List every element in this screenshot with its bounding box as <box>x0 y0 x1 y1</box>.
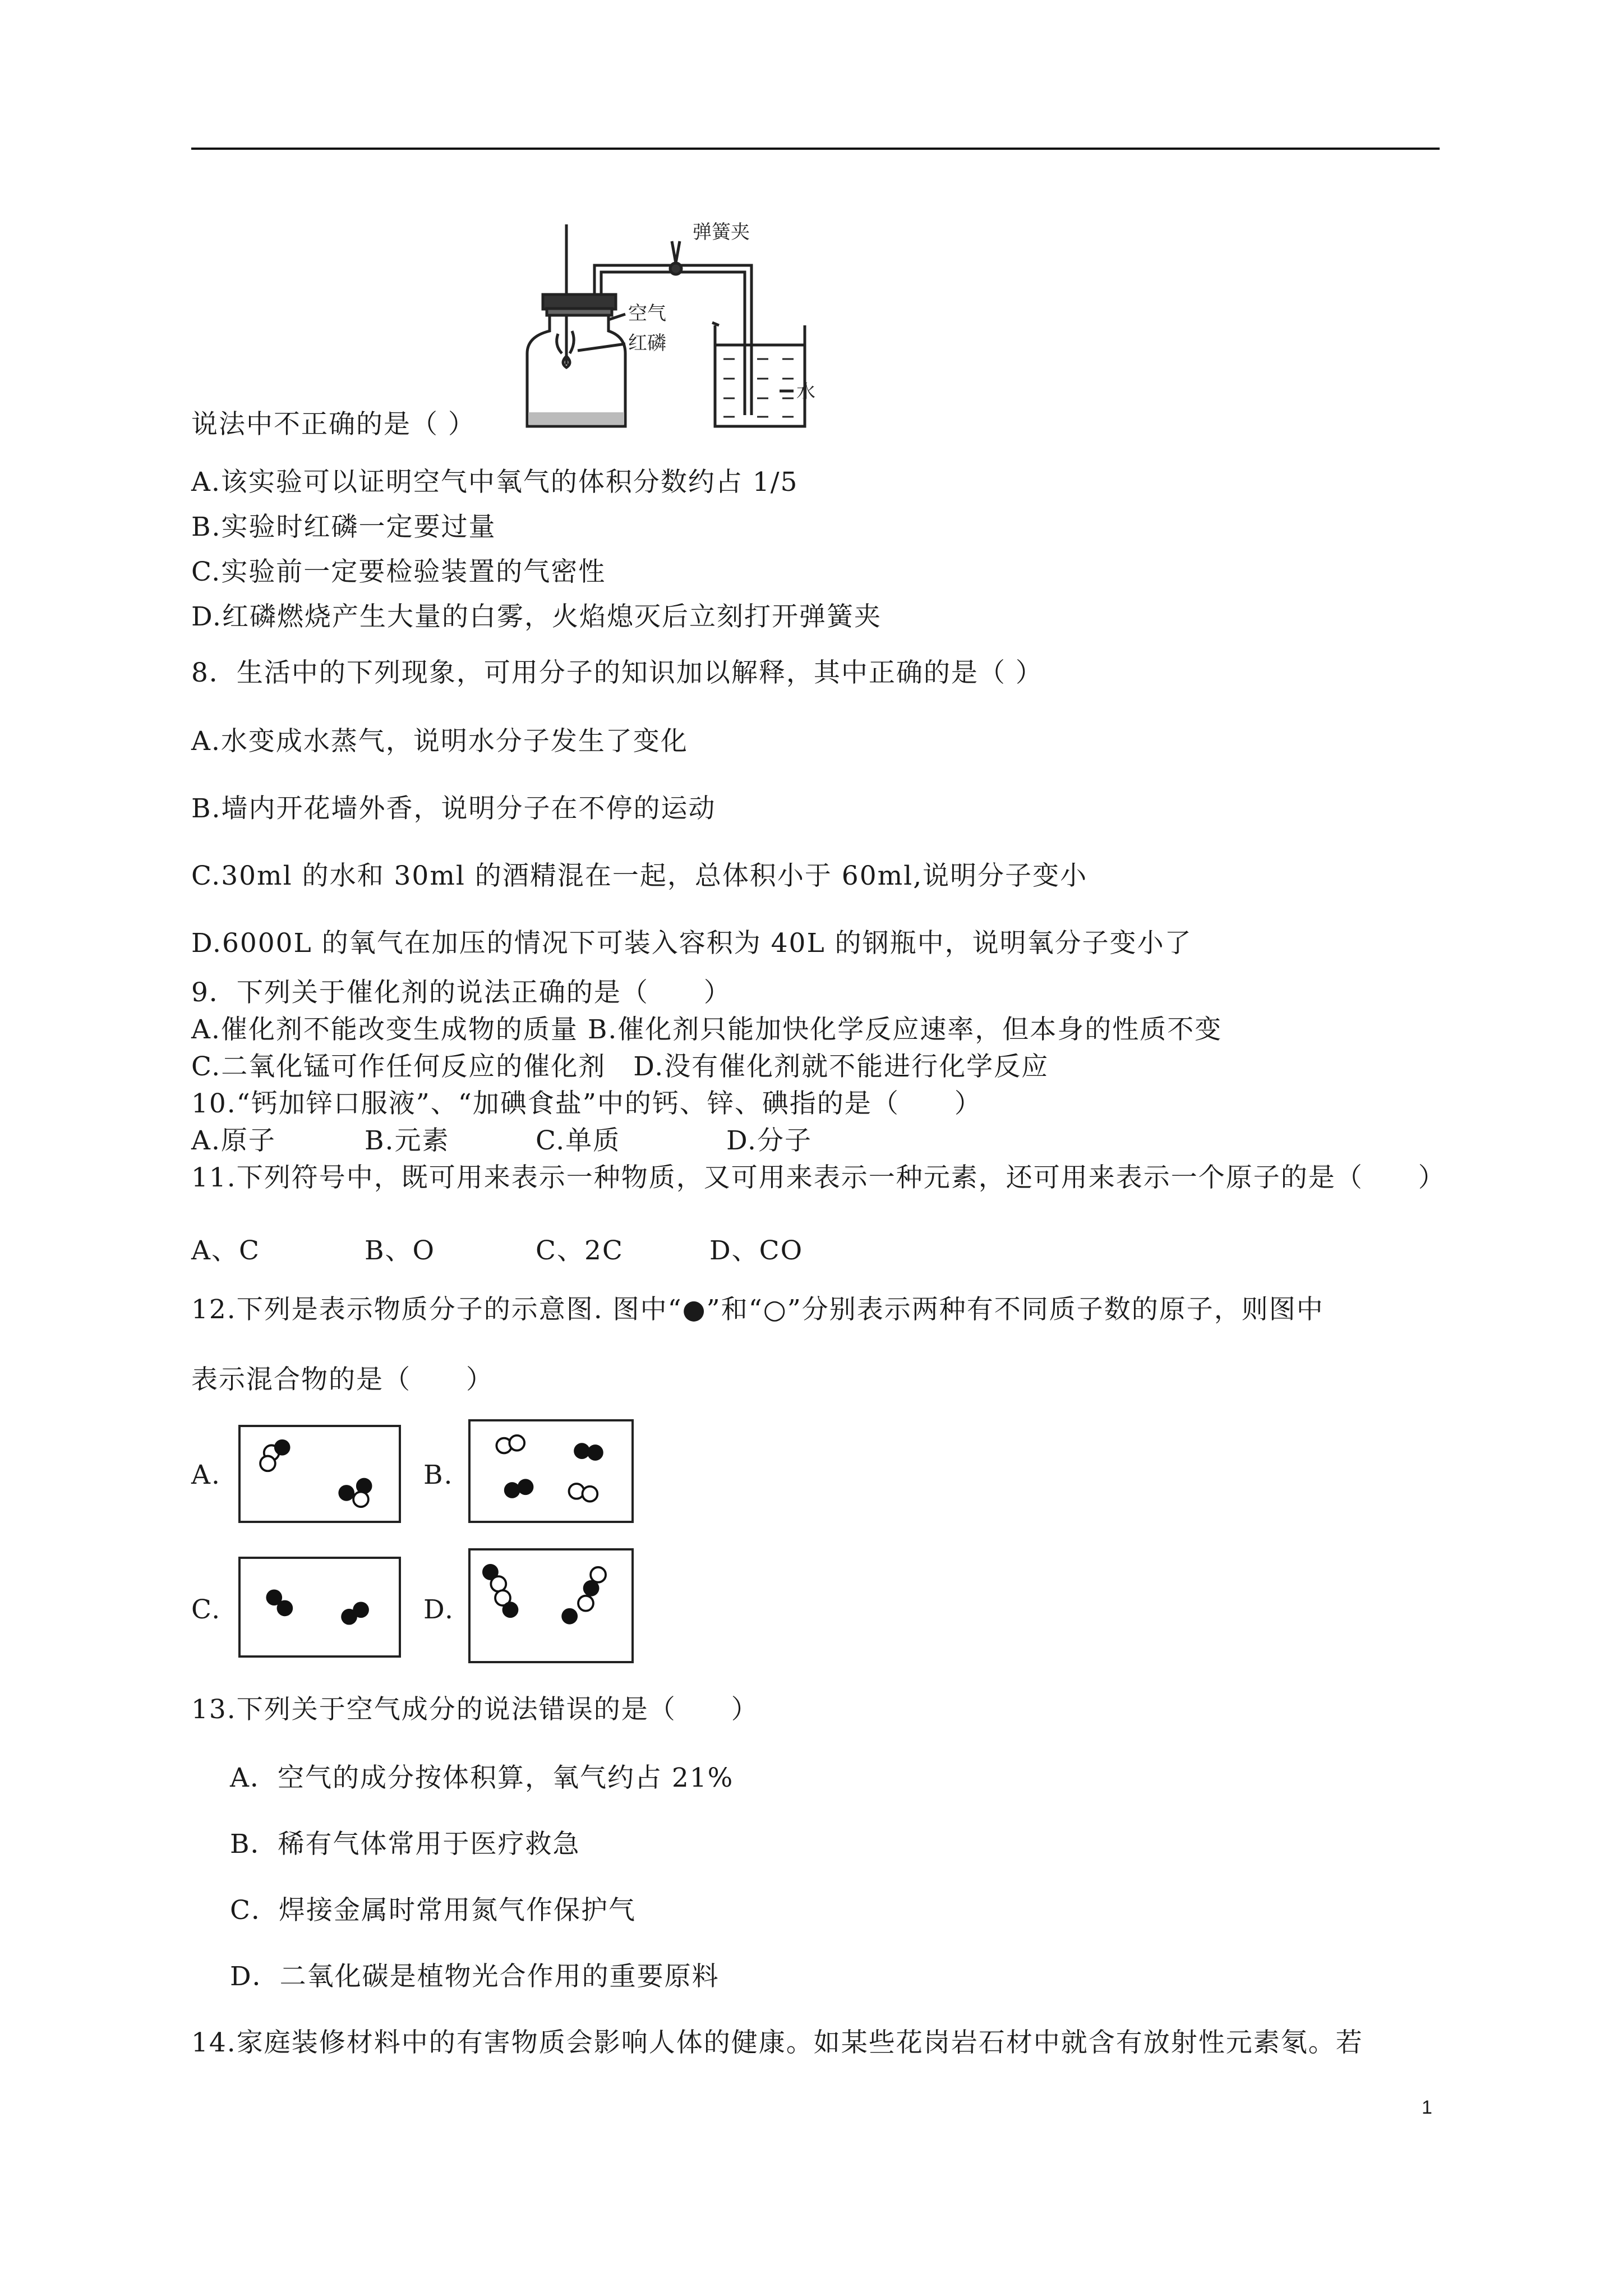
q9-options-line2: C.二氧化锰可作任何反应的催化剂 D.没有催化剂就不能进行化学反应 <box>191 1051 1049 1082</box>
q11-option-d: D、CO <box>709 1235 804 1266</box>
atom-open <box>260 1456 275 1471</box>
header-rule <box>191 148 1440 150</box>
atom-filled <box>338 1485 354 1501</box>
molecule-diagram-b <box>468 1419 634 1523</box>
q7-option-d: D.红磷燃烧产生大量的白雾，火焰熄灭后立刻打开弹簧夹 <box>191 601 882 632</box>
q12-label-b: B. <box>423 1460 454 1490</box>
q11-stem: 11.下列符号中，既可用来表示一种物质，又可用来表示一种元素，还可用来表示一个原子的是（ ） <box>191 1162 1446 1193</box>
q8-option-c: C.30ml 的水和 30ml 的酒精混在一起，总体积小于 60ml,说明分子变小 <box>191 861 1088 891</box>
atom-filled <box>504 1482 520 1498</box>
molecule-diagram-a <box>238 1425 401 1523</box>
q13-stem: 13.下列关于空气成分的说法错误的是（ ） <box>191 1694 759 1725</box>
q12-label-a: A. <box>191 1460 221 1490</box>
water-label: 水 <box>796 381 815 403</box>
atom-open <box>578 1596 593 1611</box>
q11-option-b: B、O <box>365 1235 436 1266</box>
atom-filled <box>353 1602 369 1618</box>
atom-open <box>353 1492 368 1507</box>
clip-label: 弹簧夹 <box>693 221 750 243</box>
q10-option-b: B.元素 <box>365 1125 450 1156</box>
atom-filled <box>502 1602 519 1618</box>
atom-filled <box>587 1444 603 1461</box>
q13-option-c: C．焊接金属时常用氮气作保护气 <box>230 1895 636 1926</box>
atom-open <box>582 1487 597 1502</box>
q13-option-d: D．二氧化碳是植物光合作用的重要原料 <box>230 1961 720 1992</box>
q11-option-a: A、C <box>191 1235 260 1266</box>
air-label: 空气 <box>628 302 666 325</box>
q10-stem: 10.“钙加锌口服液”、“加碘食盐”中的钙、锌、碘指的是（ ） <box>191 1088 982 1119</box>
q9-stem: 9．下列关于催化剂的说法正确的是（ ） <box>191 977 731 1008</box>
atom-filled <box>274 1439 291 1456</box>
q8-stem: 8．生活中的下列现象，可用分子的知识加以解释，其中正确的是（ ） <box>191 657 1043 688</box>
q14-stem: 14.家庭装修材料中的有害物质会影响人体的健康。如某些花岗岩石材中就含有放射性元素氡。若 <box>191 2027 1363 2058</box>
q12-stem-line1: 12.下列是表示物质分子的示意图. 图中“●”和“○”分别表示两种有不同质子数的原子，则图中 <box>191 1294 1324 1325</box>
q12-label-d: D. <box>423 1594 454 1625</box>
atom-filled <box>277 1600 293 1617</box>
q13-option-a: A．空气的成分按体积算，氧气约占 21% <box>230 1763 734 1793</box>
atom-filled <box>518 1479 534 1495</box>
q7-stem-tail: 说法中不正确的是（ ） <box>191 409 476 440</box>
q11-option-c: C、2C <box>536 1235 624 1266</box>
page-number: 1 <box>1422 2097 1432 2118</box>
molecule-diagram-c <box>238 1557 401 1658</box>
q7-option-b: B.实验时红磷一定要过量 <box>191 512 496 542</box>
q8-option-b: B.墙内开花墙外香，说明分子在不停的运动 <box>191 793 716 824</box>
atom-filled <box>561 1608 578 1625</box>
q8-option-d: D.6000L 的氧气在加压的情况下可装入容积为 40L 的钢瓶中，说明氧分子变小了 <box>191 928 1192 959</box>
q10-option-d: D.分子 <box>726 1125 812 1156</box>
q7-option-c: C.实验前一定要检验装置的气密性 <box>191 556 606 587</box>
q9-options-line1: A.催化剂不能改变生成物的质量 B.催化剂只能加快化学反应速率，但本身的性质不变 <box>191 1014 1223 1045</box>
phosphorus-label: 红磷 <box>628 332 666 355</box>
atom-open <box>591 1567 606 1582</box>
apparatus-figure <box>488 216 836 440</box>
q8-option-a: A.水变成水蒸气，说明水分子发生了变化 <box>191 726 688 757</box>
q13-option-b: B．稀有气体常用于医疗救急 <box>230 1829 580 1860</box>
atom-open <box>491 1576 506 1591</box>
molecule-diagram-d <box>468 1548 634 1663</box>
q10-option-c: C.单质 <box>536 1125 621 1156</box>
q10-option-a: A.原子 <box>191 1125 276 1156</box>
q12-stem-line2: 表示混合物的是（ ） <box>191 1364 494 1395</box>
q7-option-a: A.该实验可以证明空气中氧气的体积分数约占 1/5 <box>191 467 799 498</box>
q12-label-c: C. <box>191 1594 222 1625</box>
atom-filled <box>583 1580 600 1596</box>
atom-open <box>509 1435 524 1451</box>
